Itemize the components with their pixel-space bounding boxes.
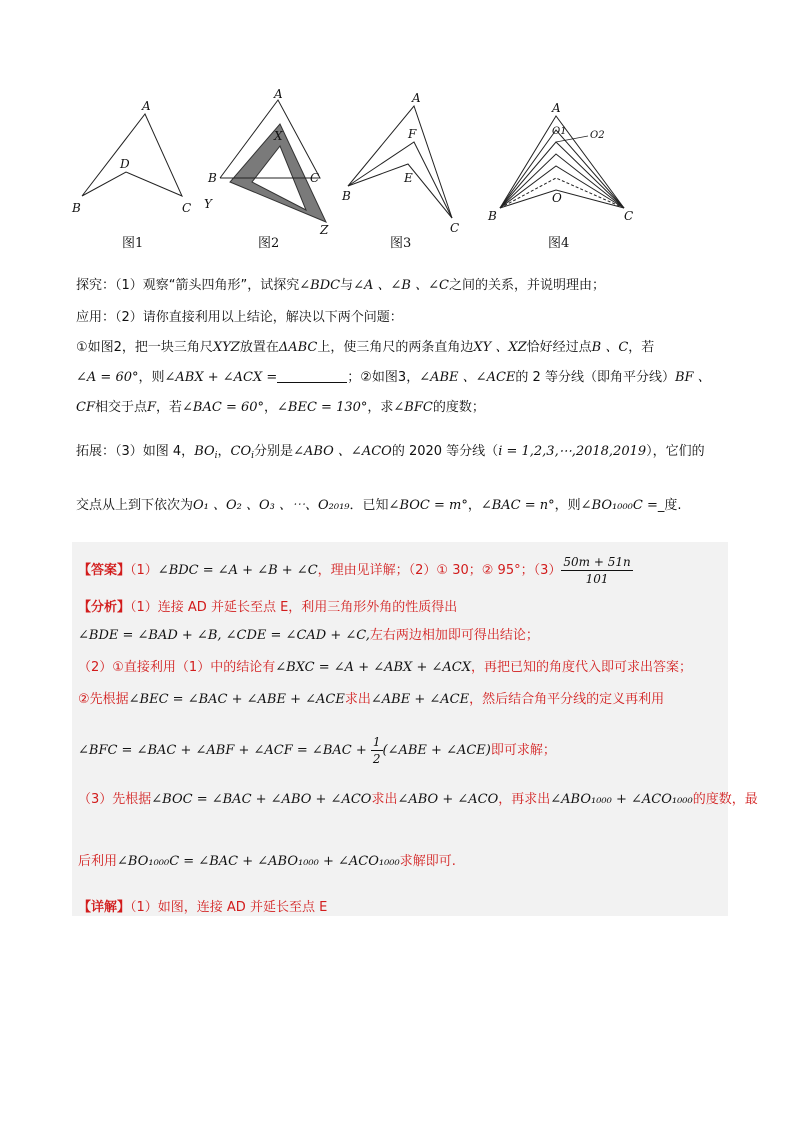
fig2-label-a: A — [274, 87, 283, 101]
fig1-label-b: B — [72, 201, 81, 215]
fig2-label-b: B — [208, 171, 217, 185]
extension-line: 拓展：（3）如图 4，$BO_i$，$CO_i$分别是∠ABO 、∠ACO的 2020 等分线（i = 1,2,3,⋯,2018,2019），它们的 — [76, 444, 705, 461]
fig2-label-x: X — [274, 129, 283, 143]
solution-panel — [72, 542, 758, 916]
fig3-label-c: C — [450, 221, 460, 235]
question2-line: CF相交于点F，若∠BAC = 60°，∠BEC = 130°，求∠BFC的度数； — [76, 400, 485, 415]
fig4-label-a: A — [552, 101, 561, 115]
half-fraction: $\frac{1}{2}$ — [372, 735, 381, 766]
fig2-label-c: C — [310, 171, 320, 185]
fig4-label-o2: O2 — [590, 130, 605, 141]
fig4-label-o: O — [552, 191, 562, 205]
fig4-label-b: B — [488, 209, 497, 223]
fig3-label-f: F — [408, 127, 417, 141]
fig1-label-a: A — [142, 99, 151, 113]
fig3-label-b: B — [342, 189, 351, 203]
fig1-label-d: D — [120, 157, 130, 171]
fig1-label-c: C — [182, 201, 192, 215]
fig2-label-y: Y — [204, 197, 212, 211]
figure-3 — [336, 86, 466, 236]
fig2-label-z: Z — [320, 223, 329, 236]
apply-line: 应用：（2）请你直接利用以上结论，解决以下两个问题： — [76, 310, 403, 325]
figure-1 — [60, 86, 210, 226]
answer-line: 【答案】（1）∠BDC = ∠A + ∠B + ∠C，理由见详解；（2）① 30；② 95°；（3） $\frac{50m + 51n}{101}$ — [78, 555, 631, 586]
analysis-line-5: ∠BFC = ∠BAC + ∠ABF + ∠ACF = ∠BAC + $\frac{1}{2}$ (∠ABE + ∠ACE)即可求解； — [78, 735, 556, 766]
analysis-line-7: 后利用∠BO₁₀₀₀C = ∠BAC + ∠ABO₁₀₀₀ + ∠ACO₁₀₀₀求解即可. — [78, 854, 456, 869]
answer-fraction: $\frac{50m + 51n}{101}$ — [563, 555, 631, 586]
figure-row — [60, 86, 760, 256]
fig3-label-a: A — [412, 91, 421, 105]
analysis-line-2: ∠BDE = ∠BAD + ∠B, ∠CDE = ∠CAD + ∠C,左右两边相加即可得出结论； — [78, 628, 539, 643]
figure-2 — [200, 86, 350, 236]
question1-line: ①如图2，把一块三角尺XYZ放置在ΔABC上，使三角尺的两条直角边XY 、XZ恰好经过点B 、C，若 — [76, 340, 655, 355]
fig1-caption: 图1 — [122, 236, 144, 251]
fig3-caption: 图3 — [390, 236, 412, 251]
fig4-label-o1: O1 — [552, 126, 567, 137]
fig4-caption: 图4 — [548, 236, 570, 251]
analysis-line-1: 【分析】（1）连接 AD 并延长至点 E，利用三角形外角的性质得出 — [78, 600, 458, 615]
extension2-line: 交点从上到下依次为O₁ 、O₂ 、O₃ 、⋯、O₂₀₁₉．已知∠BOC = m°，∠BAC = n°，则∠BO₁₀₀₀C =_度. — [76, 498, 682, 513]
question1b-line: ∠A = 60°，则∠ABX + ∠ACX = ；②如图3，∠ABE 、∠ACE的 2 等分线（即角平分线）BF 、 — [76, 370, 711, 385]
analysis-line-4: ②先根据∠BEC = ∠BAC + ∠ABE + ∠ACE求出∠ABE + ∠ACE，然后结合角平分线的定义再利用 — [78, 692, 665, 707]
fig3-label-e: E — [404, 171, 413, 185]
fig4-label-c: C — [624, 209, 634, 223]
analysis-line-6: （3）先根据∠BOC = ∠BAC + ∠ABO + ∠ACO求出∠ABO + ∠ACO，再求出∠ABO₁₀₀₀ + ∠ACO₁₀₀₀的度数，最 — [78, 792, 758, 807]
figure-4 — [480, 86, 640, 226]
answer-blank — [277, 370, 347, 383]
fig2-caption: 图2 — [258, 236, 280, 251]
explore-line: 探究：（1）观察“箭头四角形”，试探究∠BDC与∠A 、∠B 、∠C之间的关系，并说明理由； — [76, 278, 605, 293]
detail-line: 【详解】（1）如图，连接 AD 并延长至点 E — [78, 900, 328, 915]
analysis-line-3: （2）①直接利用（1）中的结论有∠BXC = ∠A + ∠ABX + ∠ACX，再把已知的角度代入即可求出答案； — [78, 660, 692, 675]
